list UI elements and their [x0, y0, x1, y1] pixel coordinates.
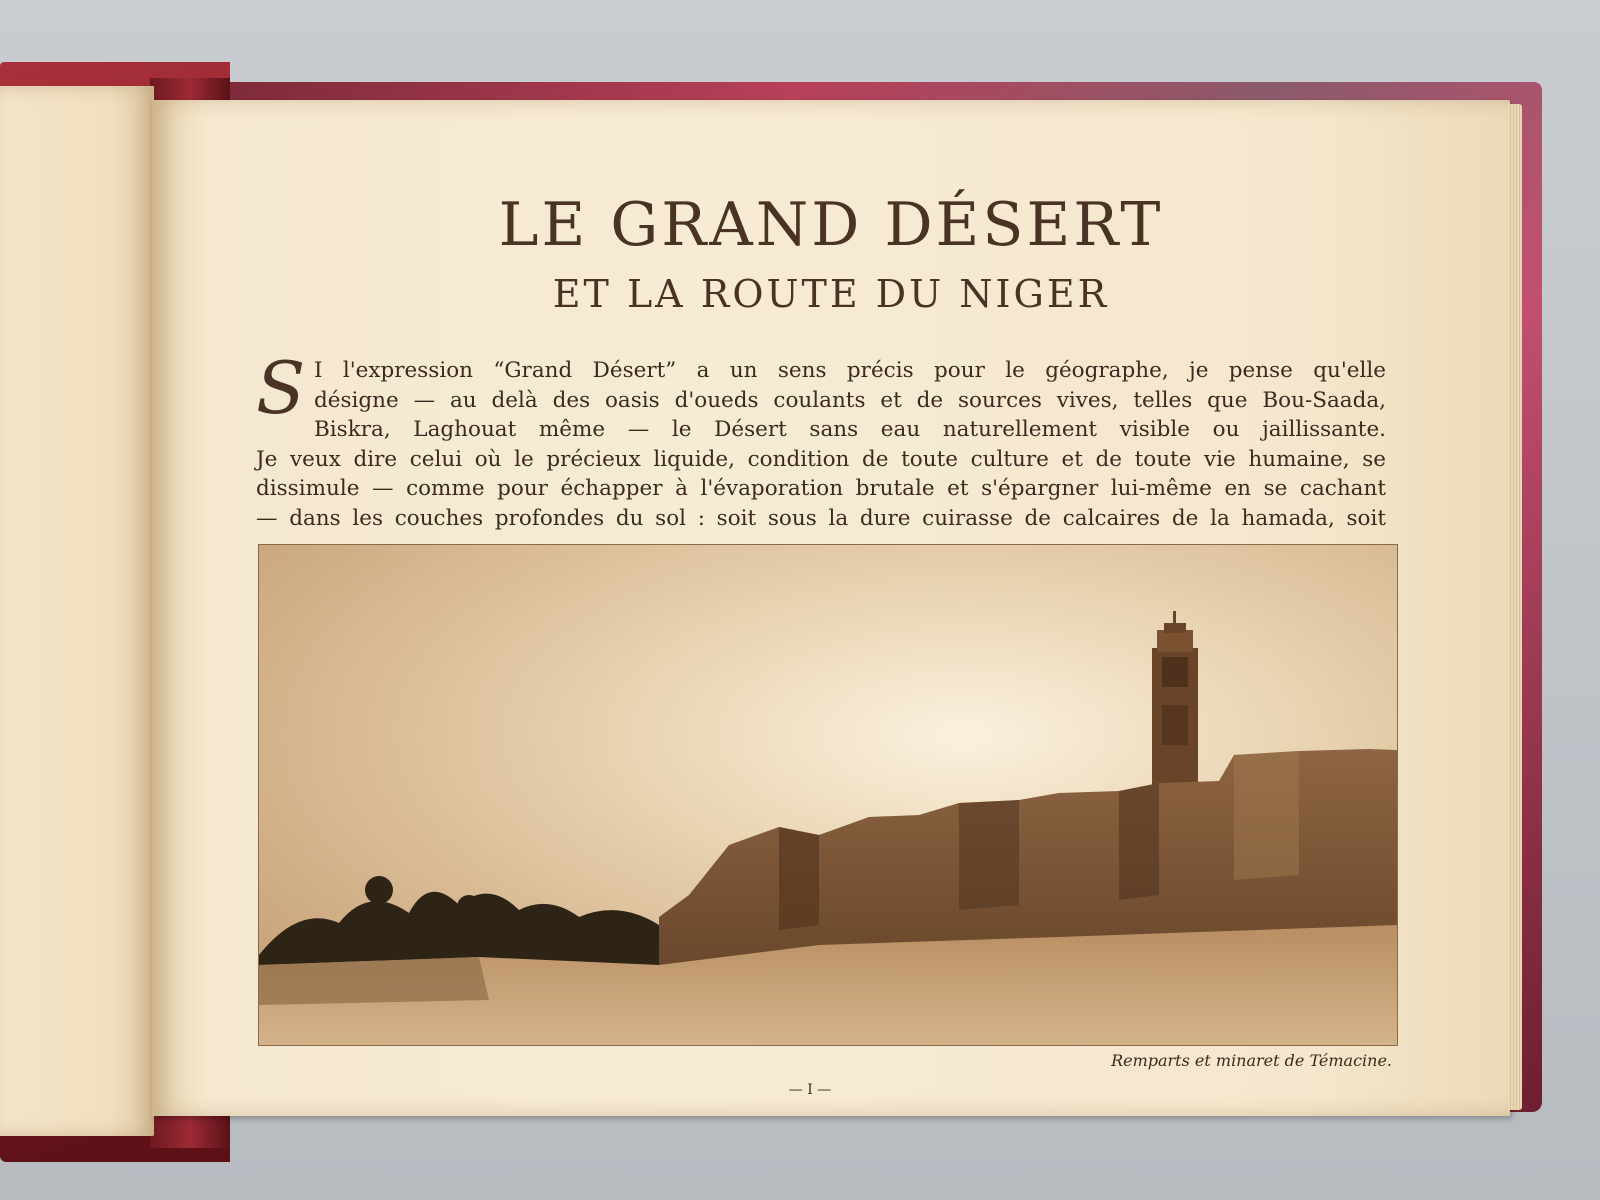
- page-title: LE GRAND DÉSERT: [498, 190, 1164, 260]
- text-line: Je veux dire celui où le précieux liquide, condition de toute culture et de toute vie humaine, se: [256, 446, 1386, 472]
- text-line: I l'expression “Grand Désert” a un sens précis pour le géographe, je pense qu'elle: [314, 358, 1386, 383]
- page-edges: [1508, 104, 1522, 1110]
- body-text: [256, 356, 1386, 533]
- drop-cap: S: [256, 346, 306, 430]
- minaret: [1152, 611, 1198, 788]
- left-page: [0, 86, 154, 1136]
- text-line: dissimule — comme pour échapper à l'évaporation brutale et s'épargner lui-même en se cachant: [256, 476, 1386, 501]
- text-line: Biskra, Laghouat même — le Désert sans eau naturellement visible ou jaillissante.: [314, 417, 1386, 442]
- page-number: — I —: [788, 1082, 832, 1098]
- text-line: désigne — au delà des oasis d'oueds coulants et de sources vives, telles que Bou-Saada,: [314, 387, 1386, 413]
- text-line: — dans les couches profondes du sol : soit sous la dure cuirasse de calcaires de la hamada, soit: [256, 505, 1386, 531]
- page-subtitle: ET LA ROUTE DU NIGER: [552, 272, 1110, 316]
- photo-caption: Remparts et minaret de Témacine.: [1111, 1051, 1392, 1070]
- desert-photograph: [258, 544, 1398, 1046]
